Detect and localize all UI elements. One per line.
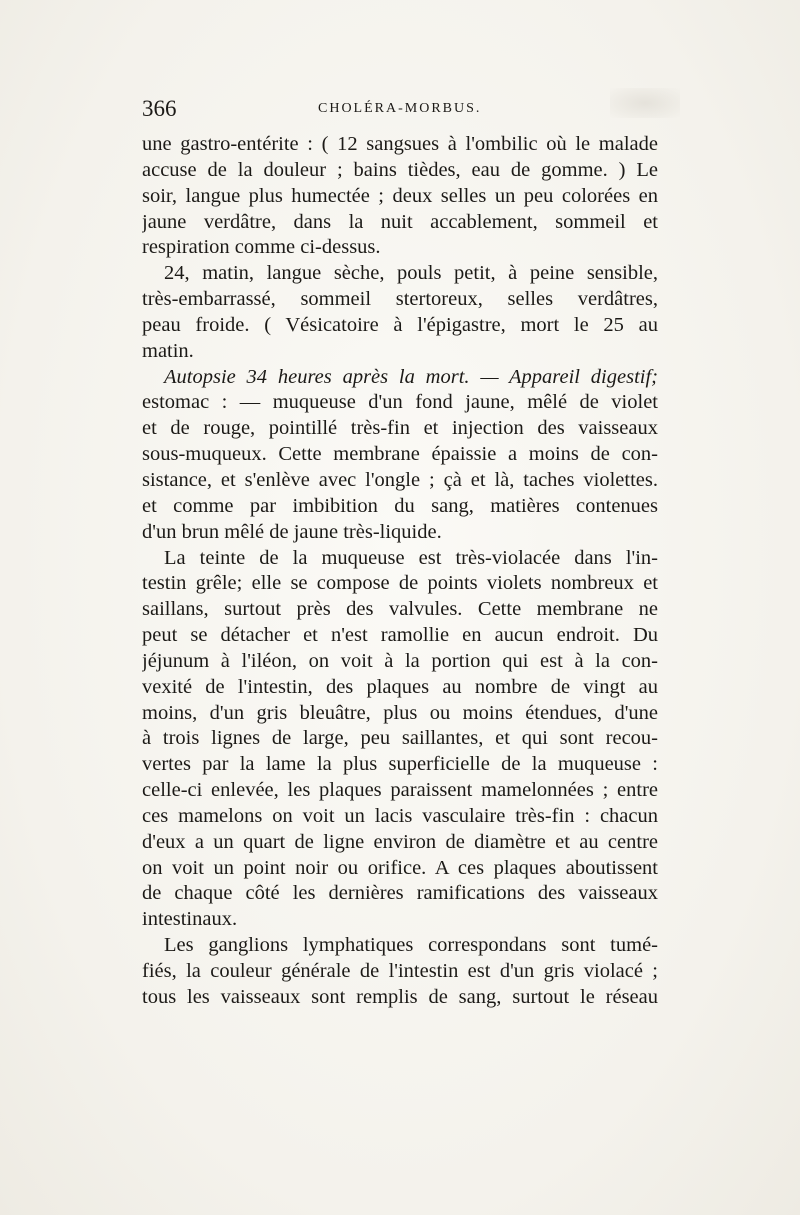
text-line: celle-ci enlevée, les plaques paraissent mamelonnées ; entre	[142, 779, 658, 802]
text-line: peut se détacher et n'est ramollie en aucun endroit. Du	[142, 624, 658, 647]
text-line: de chaque côté les dernières ramifications des vaisseaux	[142, 882, 658, 905]
text-line: et comme par imbibition du sang, matières contenues	[142, 494, 658, 517]
text-line: fiés, la couleur générale de l'intestin est d'un gris violacé ;	[142, 960, 658, 982]
text-line: testin grêle; elle se compose de points violets nombreux et	[142, 572, 658, 595]
text-line: matin.	[142, 339, 194, 362]
body-text	[142, 132, 658, 1011]
text-line: saillans, surtout près des valvules. Cette membrane ne	[142, 598, 658, 621]
text-line: tous les vaisseaux sont remplis de sang, surtout le réseau	[142, 985, 658, 1008]
text-line: sous-muqueux. Cette membrane épaissie a moins de con-	[142, 443, 658, 466]
text-line: 24, matin, langue sèche, pouls petit, à peine sensible,	[164, 262, 658, 285]
text-line: estomac : — muqueuse d'un fond jaune, mêlé de violet	[142, 391, 658, 414]
text-line: Autopsie 34 heures après la mort. — Appareil digestif;	[164, 365, 658, 388]
text-line: jéjunum à l'iléon, on voit à la portion qui est à la con-	[142, 649, 658, 672]
text-line: Les ganglions lymphatiques correspondans sont tumé-	[164, 934, 658, 957]
text-line: à trois lignes de large, peu saillantes, et qui sont recou-	[142, 727, 658, 750]
text-line: peau froide. ( Vésicatoire à l'épigastre, mort le 25 au	[142, 313, 658, 336]
running-title: CHOLÉRA-MORBUS.	[318, 101, 482, 116]
text-line: intestinaux.	[142, 908, 238, 931]
text-line: jaune verdâtre, dans la nuit accablement, sommeil et	[142, 210, 658, 233]
text-line: ces mamelons on voit un lacis vasculaire très-fin : chacun	[142, 804, 658, 827]
page-number: 366	[142, 96, 177, 121]
text-line: on voit un point noir ou orifice. A ces plaques aboutissent	[142, 856, 658, 879]
text-line: accuse de la douleur ; bains tièdes, eau de gomme. ) Le	[142, 158, 658, 181]
text-line: et de rouge, pointillé très-fin et injection des vaisseaux	[142, 417, 658, 440]
text-line: soir, langue plus humectée ; deux selles un peu colorées en	[142, 184, 658, 207]
page-header	[142, 96, 672, 132]
text-line: La teinte de la muqueuse est très-violacée dans l'in-	[164, 546, 658, 569]
text-line: vexité de l'intestin, des plaques au nombre de vingt au	[142, 675, 658, 698]
text-line: respiration comme ci-dessus.	[142, 236, 381, 259]
text-line: d'eux a un quart de ligne environ de diamètre et au centre	[142, 830, 658, 853]
text-line: sistance, et s'enlève avec l'ongle ; çà et là, taches violettes.	[142, 468, 658, 491]
text-line: vertes par la lame la plus superficielle de la muqueuse :	[142, 753, 658, 776]
text-line: moins, d'un gris bleuâtre, plus ou moins étendues, d'une	[142, 701, 658, 724]
text-line: d'un brun mêlé de jaune très-liquide.	[142, 520, 442, 543]
text-line: très-embarrassé, sommeil stertoreux, selles verdâtres,	[142, 288, 658, 311]
text-line: une gastro-entérite : ( 12 sangsues à l'ombilic où le malade	[142, 133, 658, 155]
